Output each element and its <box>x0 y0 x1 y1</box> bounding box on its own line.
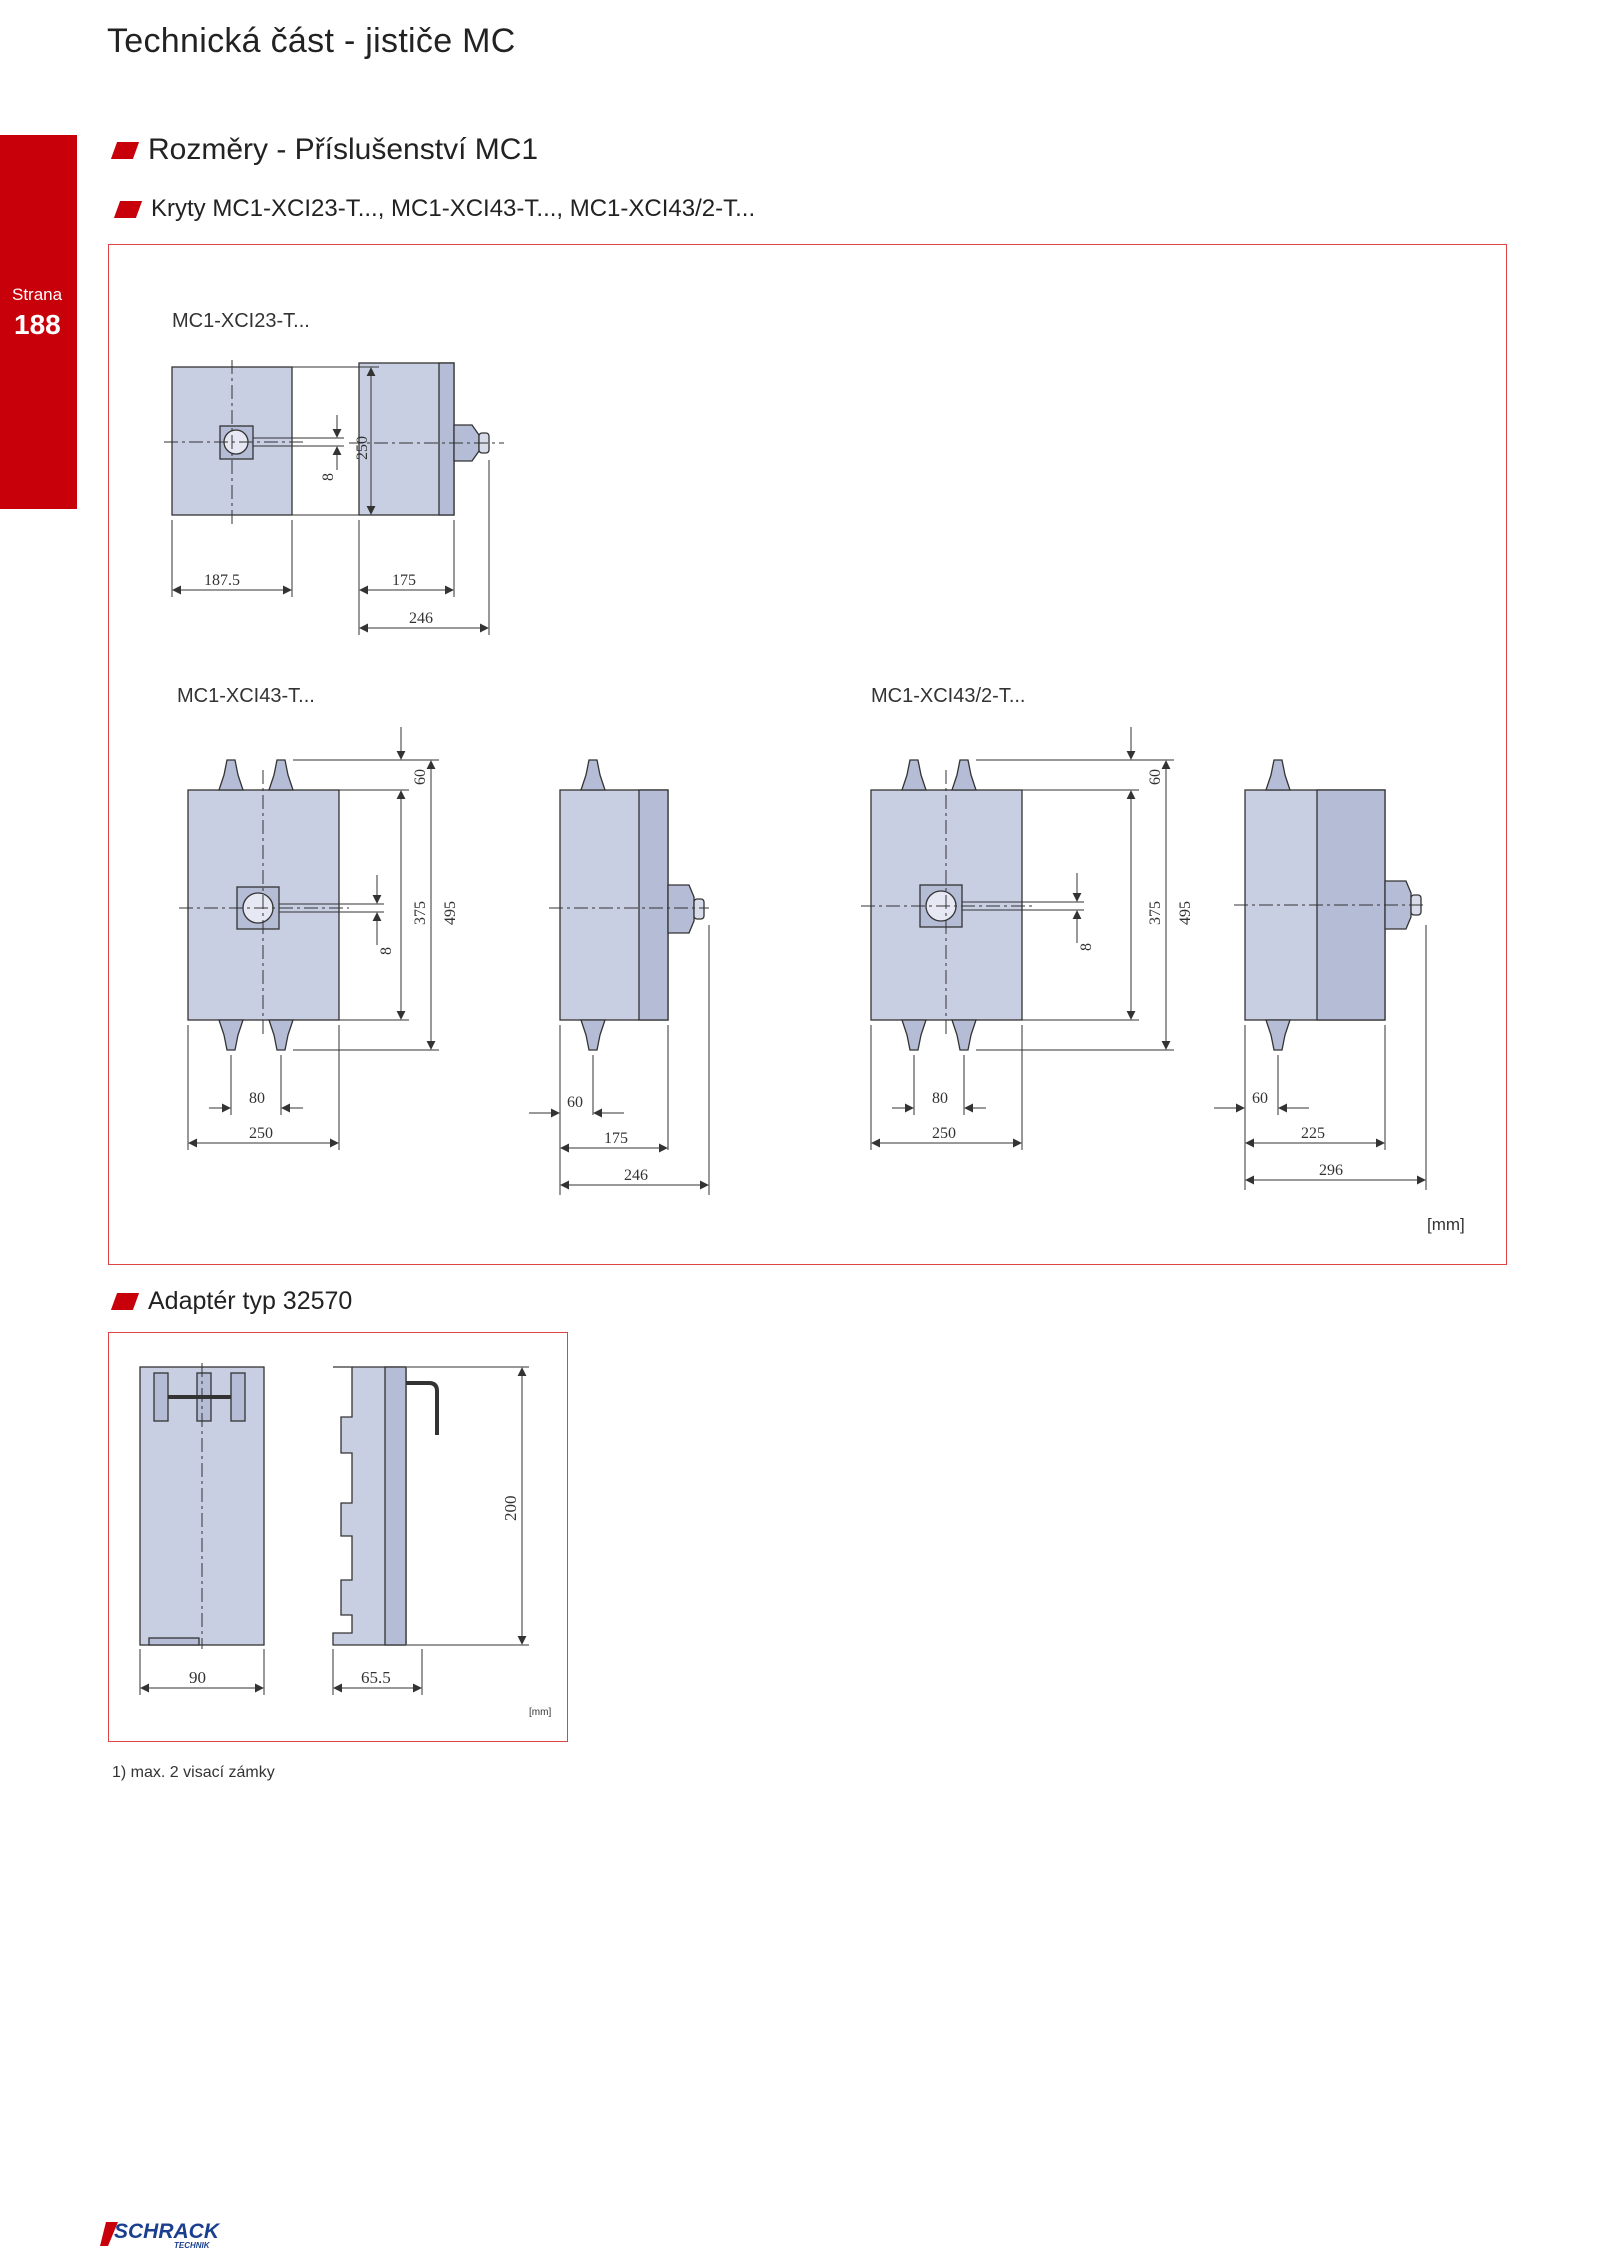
subsection-title: Kryty MC1-XCI23-T..., MC1-XCI43-T..., MC1-XCI43/2-T... <box>151 195 756 222</box>
dim-296: 296 <box>1319 1162 1343 1179</box>
bullet-icon <box>111 142 139 159</box>
dim-175: 175 <box>604 1130 628 1147</box>
dim-375: 375 <box>1147 901 1164 925</box>
dim-187-5: 187.5 <box>204 572 240 589</box>
dim-60: 60 <box>412 769 429 785</box>
page-number: 188 <box>14 309 61 340</box>
dim-250: 250 <box>249 1125 273 1142</box>
page-title: Technická část - jističe MC <box>107 22 516 60</box>
section-title: Rozměry - Příslušenství MC1 <box>148 133 539 166</box>
dim-60: 60 <box>1147 769 1164 785</box>
label-xci43: MC1-XCI43-T... <box>177 685 315 707</box>
side-tab <box>0 135 77 509</box>
bullet-icon <box>111 1293 139 1310</box>
dim-8: 8 <box>378 947 395 955</box>
dim-246: 246 <box>624 1167 648 1184</box>
enclosure-dimensions-figure <box>108 244 1507 1265</box>
dim-90: 90 <box>189 1668 206 1687</box>
dim-495: 495 <box>1177 901 1194 925</box>
dim-65-5: 65.5 <box>361 1668 391 1687</box>
dim-246: 246 <box>409 610 433 627</box>
unit-label: [mm] <box>1427 1215 1465 1234</box>
svg-text:TECHNIK: TECHNIK <box>174 2241 210 2250</box>
dim-8: 8 <box>320 473 337 481</box>
svg-text:SCHRACK: SCHRACK <box>114 2220 219 2243</box>
dim-80: 80 <box>932 1090 948 1107</box>
footnote: 1) max. 2 visací zámky <box>112 1764 275 1781</box>
section-heading <box>114 133 538 167</box>
subsection-heading <box>117 195 755 223</box>
dim-8: 8 <box>1078 943 1095 951</box>
dim-375: 375 <box>412 901 429 925</box>
dim-495: 495 <box>442 901 459 925</box>
dim-175: 175 <box>392 572 416 589</box>
dim-250: 250 <box>932 1125 956 1142</box>
label-xci43-2: MC1-XCI43/2-T... <box>871 685 1026 707</box>
dim-80: 80 <box>249 1090 265 1107</box>
bullet-icon <box>114 201 142 218</box>
dim-200: 200 <box>501 1495 520 1521</box>
side-tab-label: Strana <box>12 285 63 304</box>
dim-60: 60 <box>567 1094 583 1111</box>
adapter-title: Adaptér typ 32570 <box>148 1287 353 1315</box>
schrack-logo <box>100 2218 248 2250</box>
label-xci23: MC1-XCI23-T... <box>172 310 310 332</box>
unit-label: [mm] <box>529 1707 552 1718</box>
dim-225: 225 <box>1301 1125 1325 1142</box>
adapter-dimensions-figure <box>108 1332 568 1742</box>
adapter-heading <box>114 1287 352 1316</box>
dim-60: 60 <box>1252 1090 1268 1107</box>
dim-250: 250 <box>354 436 371 460</box>
